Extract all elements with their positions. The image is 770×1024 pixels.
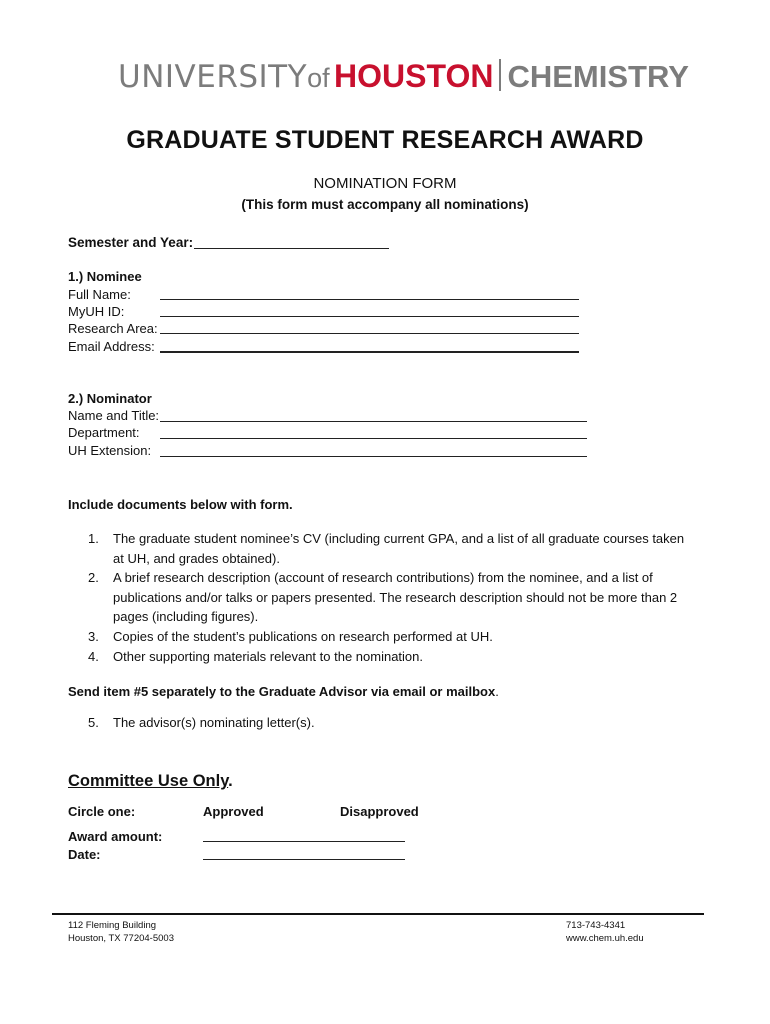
nominee-research-label: Research Area:: [68, 321, 158, 336]
nominator-department-label: Department:: [68, 425, 140, 440]
nominator-department-field[interactable]: [160, 438, 587, 439]
list-item-text: The graduate student nominee’s CV (including current GPA, and a list of all graduate courses taken at UH, and grades obtained).: [113, 531, 685, 566]
form-subtitle: NOMINATION FORM: [313, 175, 457, 192]
list-item-number: 3.: [88, 628, 99, 644]
list-item: [88, 627, 698, 647]
list-item-text: Other supporting materials relevant to the nomination.: [113, 648, 424, 664]
list-item: [88, 529, 698, 568]
send-note: [68, 683, 499, 700]
list-item: [88, 647, 698, 667]
footer-phone: 713-743-4341: [566, 920, 626, 931]
footer-address-line1: 112 Fleming Building: [68, 920, 157, 931]
logo-university-text: UNIVERSITY: [118, 59, 308, 95]
list-item-number: 5.: [88, 715, 99, 730]
nominee-email-field[interactable]: [160, 351, 579, 353]
footer-address-line2: Houston, TX 77204-5003: [68, 933, 174, 944]
footer-website[interactable]: www.chem.uh.edu: [566, 933, 644, 944]
university-houston-chemistry-logo: [118, 56, 689, 103]
nominator-extension-field[interactable]: [160, 456, 587, 457]
list-item: [88, 714, 315, 731]
nominator-name-label: Name and Title:: [68, 408, 160, 423]
semester-label: Semester and Year:: [68, 235, 194, 250]
send-note-period: .: [495, 684, 499, 699]
send-note-text: Send item #5 separately to the Graduate Advisor via email or mailbox: [68, 684, 496, 699]
footer-contact: [566, 919, 644, 945]
logo-divider: [499, 59, 501, 91]
include-documents-heading: Include documents below with form.: [68, 497, 293, 512]
list-item: [88, 568, 698, 627]
nominator-name-field[interactable]: [160, 421, 587, 422]
date-label: Date:: [68, 847, 101, 862]
disapproved-option[interactable]: Disapproved: [340, 804, 419, 819]
footer-divider: [52, 913, 704, 915]
nominee-myuh-label: MyUH ID:: [68, 304, 125, 319]
logo-of-text: of: [307, 63, 330, 93]
nominee-email-label: Email Address:: [68, 339, 155, 354]
page-title: GRADUATE STUDENT RESEARCH AWARD: [126, 126, 644, 154]
form-subnote: (This form must accompany all nominations): [241, 197, 529, 212]
nominator-extension-label: UH Extension:: [68, 443, 152, 458]
footer-address: [68, 919, 174, 945]
list-item-text: The advisor(s) nominating letter(s).: [113, 715, 315, 730]
list-item-number: 4.: [88, 648, 99, 664]
committee-heading-text: Committee Use Only: [68, 772, 229, 790]
approved-option[interactable]: Approved: [203, 804, 264, 819]
award-amount-field[interactable]: [203, 841, 405, 842]
list-item-text: Copies of the student’s publications on research performed at UH.: [113, 628, 493, 644]
nominator-heading: 2.) Nominator: [68, 391, 152, 406]
nominee-fullname-label: Full Name:: [68, 287, 131, 302]
logo-houston-text: HOUSTON: [334, 58, 494, 94]
logo-chemistry-text: CHEMISTRY: [507, 59, 689, 94]
nominee-heading: 1.) Nominee: [68, 269, 142, 284]
nominee-myuh-field[interactable]: [160, 316, 579, 317]
circle-one-label: Circle one:: [68, 804, 136, 819]
committee-heading: [68, 772, 233, 791]
list-item-text: A brief research description (account of research contributions) from the nominee, and a list of publications and/or talks or papers presented. The research description should not be more than 2 pages (including figures).: [113, 570, 678, 625]
award-amount-label: Award amount:: [68, 829, 163, 844]
date-field[interactable]: [203, 859, 405, 860]
list-item-number: 1.: [88, 531, 99, 546]
semester-field[interactable]: [194, 248, 389, 249]
nominee-fullname-field[interactable]: [160, 299, 579, 300]
committee-heading-period: .: [228, 772, 233, 790]
documents-list: [88, 529, 698, 666]
nominee-research-field[interactable]: [160, 333, 579, 334]
list-item-number: 2.: [88, 570, 99, 586]
